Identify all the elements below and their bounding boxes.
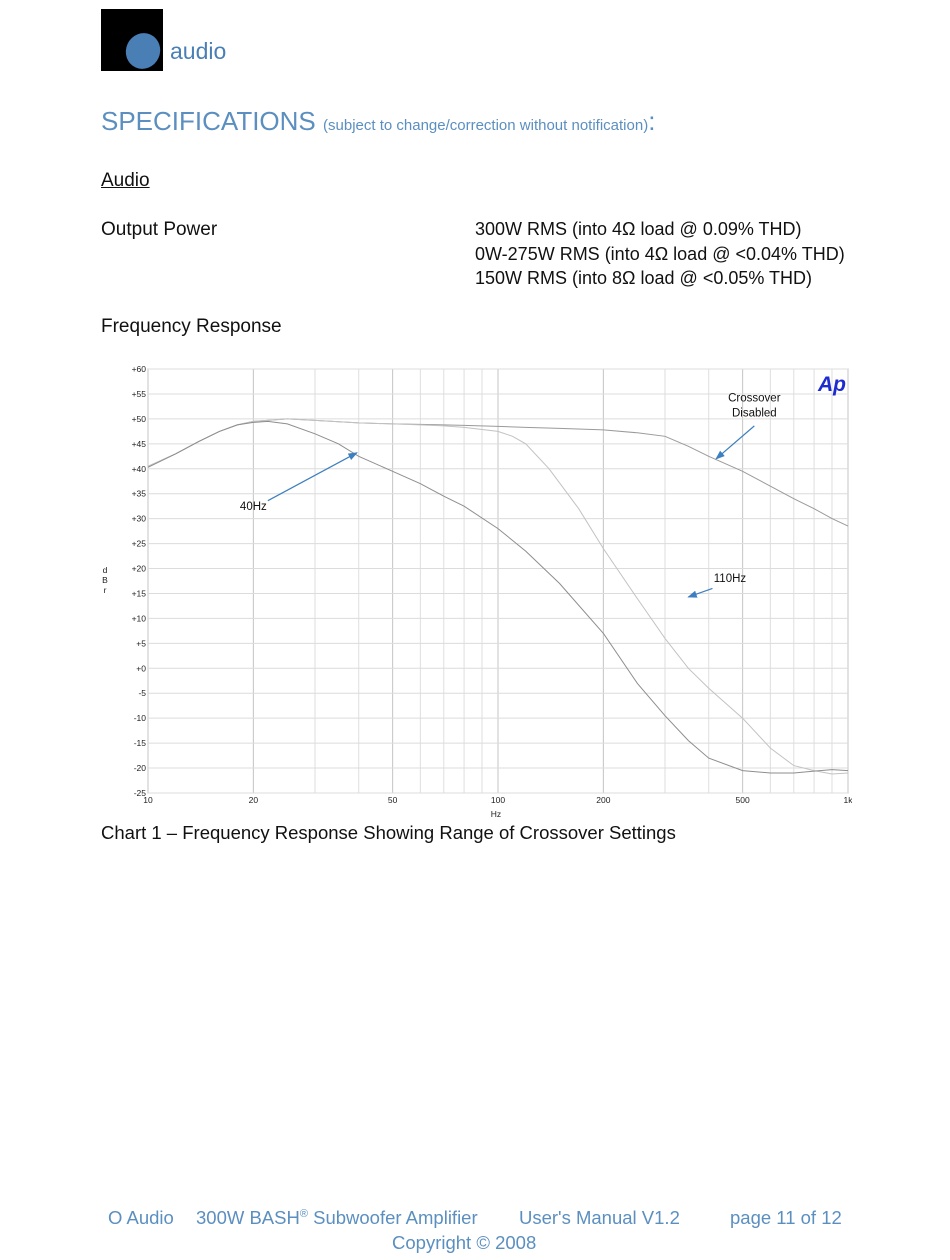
footer-product-name: 300W BASH [196, 1207, 300, 1228]
registered-mark: ® [299, 1207, 308, 1220]
y-axis-label: B [102, 575, 108, 585]
x-tick-label: 500 [735, 795, 750, 805]
chart-svg [100, 355, 852, 825]
x-tick-label: 20 [248, 795, 259, 805]
y-axis-label: r [103, 585, 107, 595]
y-tick-label: +60 [131, 364, 146, 374]
y-tick-label: +55 [131, 388, 146, 399]
footer-brand: O Audio [108, 1207, 174, 1228]
y-tick-label: +15 [131, 588, 146, 599]
footer-page-number: page 11 of 12 [730, 1207, 842, 1228]
chart-annotation: Crossover [728, 392, 781, 405]
y-tick-label: -20 [133, 763, 146, 774]
ap-logo: Ap [818, 373, 846, 396]
y-tick-label: -5 [138, 688, 146, 699]
y-tick-label: -25 [133, 788, 146, 798]
o-audio-logo [101, 9, 163, 71]
y-tick-label: +30 [131, 513, 146, 524]
y-tick-label: +10 [131, 613, 146, 624]
chart-annotation: Disabled [731, 407, 777, 420]
frequency-response-label: Frequency Response [101, 316, 282, 337]
y-tick-label: +5 [136, 638, 146, 649]
y-tick-label: -15 [133, 738, 146, 749]
x-tick-label: 1k [843, 795, 852, 805]
footer-manual: User's Manual V1.2 [519, 1207, 680, 1228]
page-title [101, 106, 655, 137]
y-tick-label: +45 [131, 438, 146, 449]
output-power-value-3: 150W RMS (into 8Ω load @ <0.05% THD) [475, 268, 813, 288]
title-main: SPECIFICATIONS [101, 106, 316, 136]
footer-copyright: Copyright © 2008 [392, 1232, 537, 1253]
x-tick-label: 100 [490, 795, 506, 805]
output-power-label: Output Power [101, 219, 218, 240]
y-tick-label: +25 [131, 538, 146, 549]
chart-annotation: 40Hz [239, 501, 267, 514]
x-tick-label: 50 [387, 795, 398, 805]
y-tick-label: -10 [133, 713, 146, 724]
x-tick-label: 10 [143, 795, 153, 805]
y-tick-label: +0 [136, 663, 146, 674]
footer-product [196, 1207, 478, 1229]
output-power-value-2: 0W-275W RMS (into 4Ω load @ <0.04% THD) [475, 244, 845, 264]
y-tick-label: +35 [131, 488, 146, 499]
logo-o-shape [120, 28, 163, 71]
y-tick-label: +40 [131, 463, 146, 474]
y-tick-label: +50 [131, 413, 146, 424]
section-audio: Audio [101, 170, 150, 191]
output-power-value-1: 300W RMS (into 4Ω load @ 0.09% THD) [475, 219, 802, 239]
y-axis-label: d [102, 565, 108, 575]
footer-product-rest: Subwoofer Amplifier [313, 1207, 478, 1228]
logo-text: audio [170, 38, 227, 64]
title-subtitle: (subject to change/correction without notification) [323, 117, 649, 134]
frequency-response-chart [100, 355, 852, 830]
chart-annotation: 110Hz [713, 572, 747, 585]
title-colon: : [648, 106, 656, 136]
x-tick-label: 200 [596, 795, 611, 805]
chart-caption: Chart 1 – Frequency Response Showing Range of Crossover Settings [101, 822, 676, 843]
x-axis-label: Hz [490, 809, 502, 819]
y-tick-label: +20 [131, 563, 146, 574]
